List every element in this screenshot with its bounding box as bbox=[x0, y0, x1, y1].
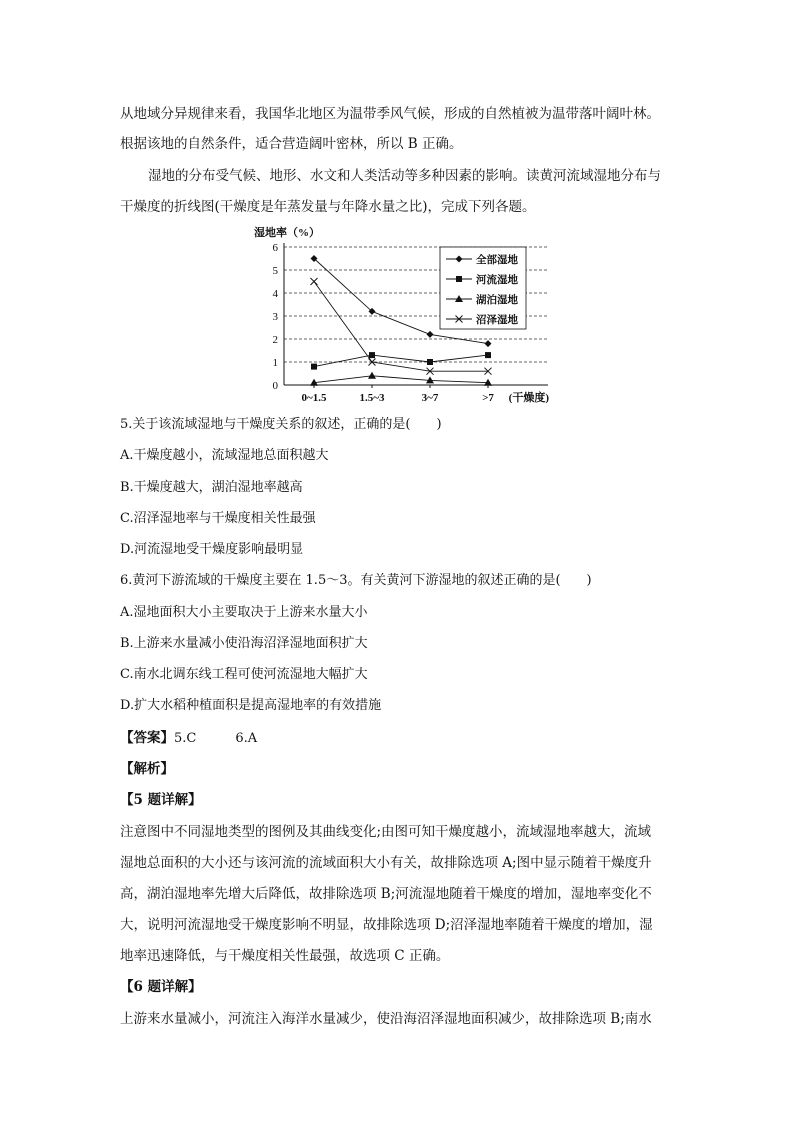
q5-detail-line: 湿地总面积的大小还与该河流的流域面积大小有关，故排除选项 A;图中显示随着干燥度升 bbox=[120, 855, 652, 871]
x-tick-label: 3~7 bbox=[421, 392, 439, 404]
series-line-square bbox=[314, 355, 488, 367]
x-tick-label: 0~1.5 bbox=[301, 392, 327, 404]
q5-detail-line: 地率迅速降低，与干燥度相关性最强，故选项 C 正确。 bbox=[120, 948, 450, 964]
q6-option-a: A.湿地面积大小主要取决于上游来水量大小 bbox=[120, 605, 368, 620]
answer-line bbox=[120, 728, 257, 749]
q5-option-a: A.干燥度越小，流域湿地总面积越大 bbox=[120, 448, 329, 463]
q5-detail-line: 注意图中不同湿地类型的图例及其曲线变化;由图可知干燥度越小，流域湿地率越大，流域 bbox=[120, 824, 652, 840]
intro-line-1: 从地域分异规律来看，我国华北地区为温带季风气候，形成的自然植被为温带落叶阔叶林。 bbox=[120, 106, 660, 122]
x-axis-label: (干燥度) bbox=[508, 392, 549, 404]
y-axis-label: 湿地率（%） bbox=[254, 227, 320, 239]
legend-label: 湖泊湿地 bbox=[476, 295, 518, 306]
q5-detail-line: 大，说明河流湿地受干燥度影响不明显，故排除选项 D;沼泽湿地率随着干燥度的增加，湿 bbox=[120, 917, 653, 933]
data-point-square bbox=[427, 359, 433, 365]
y-tick-label: 1 bbox=[272, 357, 278, 369]
series-line-triangle bbox=[314, 376, 488, 383]
answer-label: 【答案】 bbox=[120, 730, 174, 746]
q5-detail-line: 高，湖泊湿地率先增大后降低，故排除选项 B;河流湿地随着干燥度的增加，湿地率变化不 bbox=[120, 886, 652, 902]
intro-line-2: 根据该地的自然条件，适合营造阔叶密林，所以 B 正确。 bbox=[120, 136, 463, 152]
x-tick-label: >7 bbox=[482, 392, 494, 404]
data-point-square bbox=[311, 364, 317, 370]
q6-detail-line: 上游来水量减小，河流注入海洋水量减少，使沿海沼泽湿地面积减少，故排除选项 B;南水 bbox=[120, 1011, 652, 1027]
q6-detail-label: 【6 题详解】 bbox=[120, 979, 202, 995]
y-tick-label: 0 bbox=[272, 380, 278, 392]
q5-stem: 5.关于该流域湿地与干燥度关系的叙述，正确的是( ) bbox=[120, 417, 442, 432]
legend-label: 河流湿地 bbox=[476, 275, 518, 286]
wetland-dryness-line-chart bbox=[252, 225, 552, 405]
data-point-square bbox=[369, 352, 375, 358]
q5-detail-label: 【5 题详解】 bbox=[120, 792, 202, 808]
q5-option-b: B.干燥度越大，湖泊湿地率越高 bbox=[120, 480, 303, 495]
analysis-label: 【解析】 bbox=[120, 761, 174, 777]
data-point-diamond bbox=[485, 340, 492, 347]
q6-option-b: B.上游来水量减小使沿海沼泽湿地面积扩大 bbox=[120, 636, 368, 651]
q6-option-d: D.扩大水稻种植面积是提高湿地率的有效措施 bbox=[120, 698, 382, 713]
q6-option-c: C.南水北调东线工程可使河流湿地大幅扩大 bbox=[120, 667, 368, 682]
passage-line-2: 干燥度的折线图(干燥度是年蒸发量与年降水量之比)，完成下列各题。 bbox=[120, 199, 536, 215]
y-tick-label: 3 bbox=[272, 311, 278, 323]
y-tick-label: 6 bbox=[272, 242, 278, 254]
answer-value: 5.C 6.A bbox=[174, 731, 258, 746]
q6-stem: 6.黄河下游流域的干燥度主要在 1.5～3。有关黄河下游湿地的叙述正确的是( ) bbox=[120, 573, 592, 588]
q5-option-d: D.河流湿地受干燥度影响最明显 bbox=[120, 542, 304, 557]
legend-marker-square bbox=[456, 276, 462, 282]
data-point-triangle bbox=[368, 372, 376, 379]
q5-option-c: C.沼泽湿地率与干燥度相关性最强 bbox=[120, 511, 316, 526]
x-tick-label: 1.5~3 bbox=[359, 392, 385, 404]
y-tick-label: 2 bbox=[272, 334, 278, 346]
y-tick-label: 5 bbox=[272, 265, 278, 277]
legend-label: 沼泽湿地 bbox=[476, 315, 518, 326]
legend-label: 全部湿地 bbox=[476, 255, 518, 266]
y-tick-label: 4 bbox=[272, 288, 278, 300]
passage-line-1: 湿地的分布受气候、地形、水文和人类活动等多种因素的影响。读黄河流域湿地分布与 bbox=[148, 168, 661, 184]
data-point-diamond bbox=[427, 331, 434, 338]
data-point-square bbox=[485, 352, 491, 358]
